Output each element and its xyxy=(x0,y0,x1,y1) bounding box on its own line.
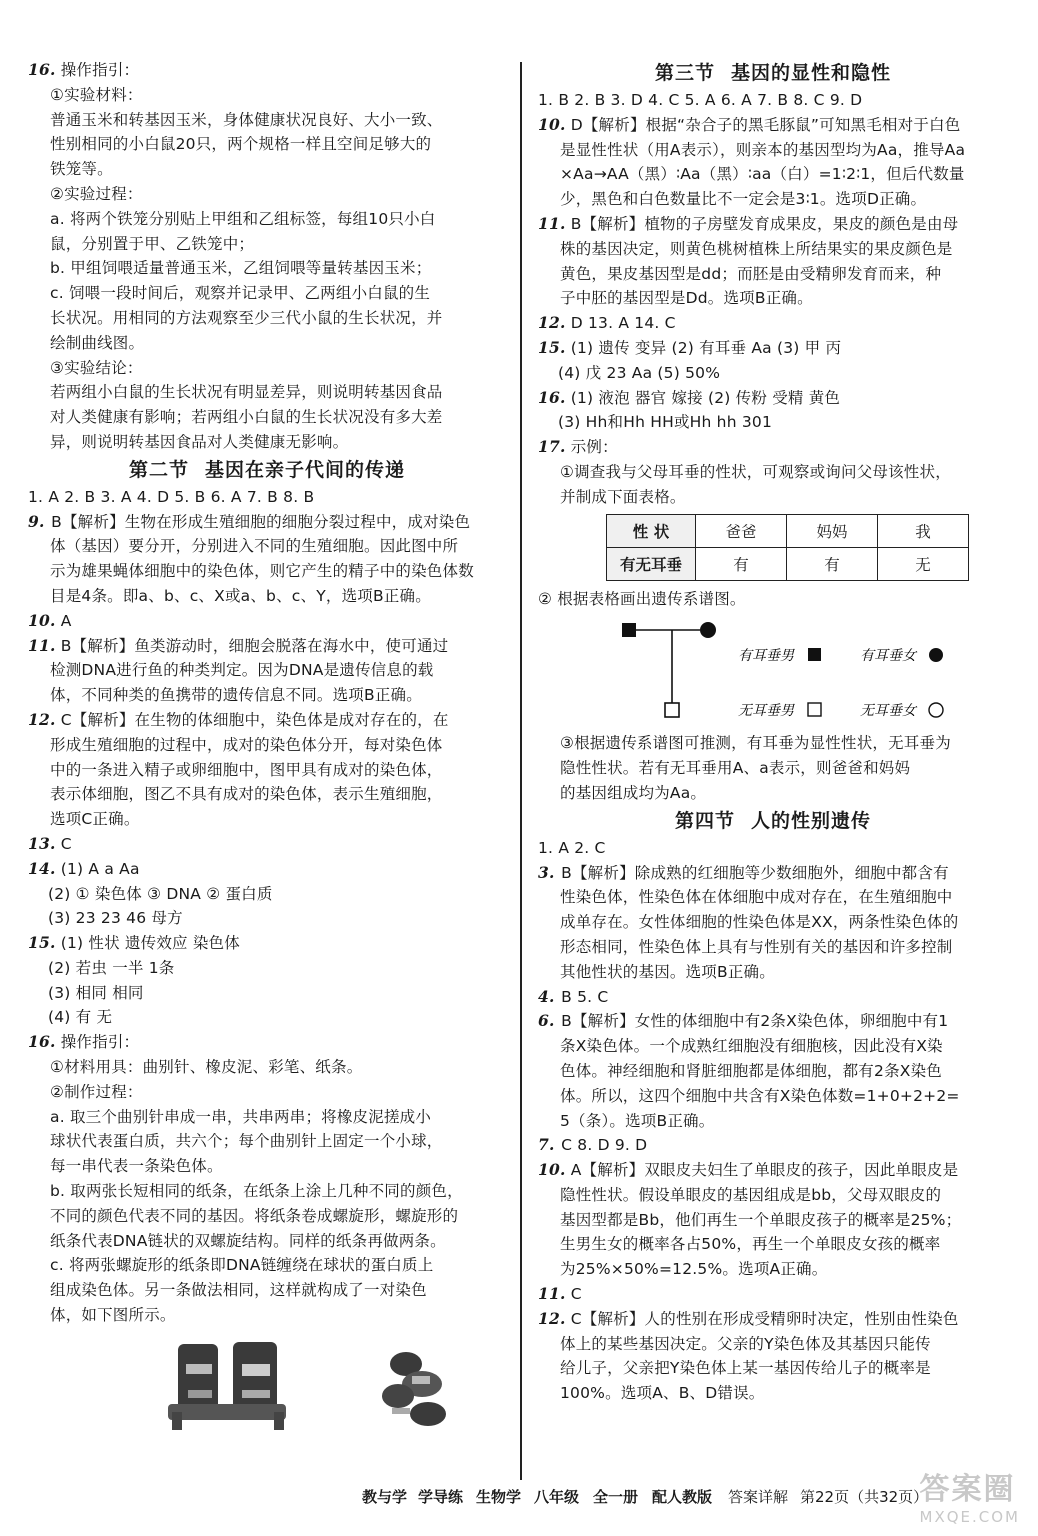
text-line xyxy=(28,1005,506,1030)
text-line xyxy=(538,1133,1008,1158)
line-text: 隐性性状。若有无耳垂用A、a表示，则爸爸和妈妈 xyxy=(560,759,911,778)
line-text: (2) 若虫 一半 1条 xyxy=(48,958,175,977)
line-text: (4) 戊 23 Aa (5) 50% xyxy=(558,363,721,382)
text-line xyxy=(28,1278,506,1303)
line-text: 1. A 2. B 3. A 4. D 5. B 6. A 7. B 8. B xyxy=(28,487,315,506)
text-line xyxy=(538,1084,1008,1109)
text-line xyxy=(538,1381,1008,1406)
model-photo-left xyxy=(168,1342,286,1430)
text-line xyxy=(538,781,1008,806)
line-text: 体。所以，这四个细胞中共含有X染色体数=1+0+2+2= xyxy=(560,1086,960,1105)
text-line xyxy=(538,1183,1008,1208)
line-text: 黄色，果皮基因型是dd；而胚是由受精卵发育而来，种 xyxy=(560,264,942,283)
question-number: 3. xyxy=(538,862,555,882)
text-line xyxy=(538,237,1008,262)
line-text: ①调查我与父母耳垂的性状，可观察或询问父母该性状， xyxy=(560,462,951,481)
table-cell: 有 xyxy=(696,547,787,580)
line-text: 形成生殖细胞的过程中，成对的染色体分开，每对染色体 xyxy=(50,735,443,754)
line-text: B【解析】生物在形成生殖细胞的细胞分裂过程中，成对染色 xyxy=(51,512,471,531)
line-text: 生男生女的概率各占50%，再生一个单眼皮女孩的概率 xyxy=(560,1235,941,1254)
line-text: 组成染色体。另一条做法相同，这样就构成了一对染色 xyxy=(50,1281,427,1300)
text-line xyxy=(538,1332,1008,1357)
question-number: 15. xyxy=(538,337,566,357)
legend-female-with: 有耳垂女 xyxy=(860,648,916,665)
text-line xyxy=(28,306,506,331)
text-line xyxy=(538,361,1008,386)
text-line xyxy=(28,1204,506,1229)
text-line xyxy=(538,311,1008,336)
line-text: 普通玉米和转基因玉米，身体健康状况良好、大小一致、 xyxy=(50,110,443,129)
question-number: 7. xyxy=(538,1135,555,1155)
line-text: 体，如下图所示。 xyxy=(50,1306,176,1325)
line-text: c. 将两张螺旋形的纸条即DNA链缠绕在球状的蛋白质上 xyxy=(50,1256,434,1275)
table-row xyxy=(607,547,969,580)
line-text: C 8. D 9. D xyxy=(561,1136,648,1155)
line-text: 检测DNA进行鱼的种类判定。因为DNA是遗传信息的载 xyxy=(50,661,434,680)
text-line xyxy=(538,386,1008,411)
table-cell: 性 状 xyxy=(607,514,696,547)
text-line xyxy=(538,88,1008,113)
line-text: 球状代表蛋白质，共六个；每个曲别针上固定一个小球， xyxy=(50,1132,443,1151)
text-line xyxy=(538,1059,1008,1084)
left-text xyxy=(28,58,506,1328)
question-number: 10. xyxy=(538,1160,566,1180)
line-text: b. 取两张长短相同的纸条，在纸条上涂上几种不同的颜色， xyxy=(50,1182,463,1201)
line-text: (1) A a Aa xyxy=(60,859,140,878)
line-text: D 13. A 14. C xyxy=(570,314,676,333)
father-symbol xyxy=(622,623,636,637)
line-text: 目是4条。即a、b、c、X或a、b、c、Y，选项B正确。 xyxy=(50,586,431,605)
line-text: 少，黑色和白色数量比不一定会是3∶1。选项D正确。 xyxy=(560,190,927,209)
question-number: 11. xyxy=(538,1284,566,1304)
question-number: 14. xyxy=(28,858,56,878)
child-symbol xyxy=(665,703,679,717)
text-line xyxy=(538,885,1008,910)
text-line xyxy=(28,157,506,182)
line-text: A xyxy=(60,611,72,630)
question-number: 12. xyxy=(538,1308,566,1328)
line-text: 100%。选项A、B、D错误。 xyxy=(560,1384,765,1403)
text-line xyxy=(538,262,1008,287)
line-text: 5（条）。选项B正确。 xyxy=(560,1111,715,1130)
line-text: 性染色体，性染色体在体细胞中成对存在，在生殖细胞中 xyxy=(560,888,953,907)
section-number: 第四节 xyxy=(674,809,735,832)
text-line xyxy=(28,782,506,807)
text-line xyxy=(538,836,1008,861)
text-line xyxy=(28,981,506,1006)
right-column xyxy=(538,58,1008,1406)
line-text: B【解析】女性的体细胞中有2条X染色体，卵细胞中有1 xyxy=(561,1012,949,1031)
question-number: 11. xyxy=(28,635,56,655)
section-title xyxy=(28,455,506,485)
line-text: (2) ① 染色体 ③ DNA ② 蛋白质 xyxy=(48,884,273,903)
text-line xyxy=(28,1030,506,1055)
footer-page: 第22页（共32页） xyxy=(800,1488,929,1506)
line-text: ③根据遗传系谱图可推测，有耳垂为显性性状，无耳垂为 xyxy=(560,734,951,753)
line-text: (3) 23 23 46 母方 xyxy=(48,909,183,928)
mother-symbol xyxy=(700,622,716,638)
pedigree-intro: ② 根据表格画出遗传系谱图。 xyxy=(538,589,746,608)
line-text: B 5. C xyxy=(561,987,609,1006)
line-text: 中的一条进入精子或卵细胞中，图甲具有成对的染色体， xyxy=(50,760,443,779)
question-number: 16. xyxy=(28,1032,56,1052)
text-line xyxy=(28,534,506,559)
line-text: 表示体细胞，图乙不具有成对的染色体，表示生殖细胞， xyxy=(50,785,443,804)
section-number: 第三节 xyxy=(654,62,715,84)
text-line xyxy=(538,1356,1008,1381)
left-column xyxy=(28,58,506,1444)
text-line xyxy=(28,182,506,207)
text-line xyxy=(28,559,506,584)
pedigree-diagram xyxy=(538,615,1008,727)
question-number: 10. xyxy=(28,610,56,630)
line-text: 每一串代表一条染色体。 xyxy=(50,1157,223,1176)
line-text: 操作指引： xyxy=(60,61,140,79)
text-line xyxy=(538,1307,1008,1332)
question-number: 16. xyxy=(28,60,56,79)
line-text: 若两组小白鼠的生长状况有明显差异，则说明转基因食品 xyxy=(50,383,443,402)
text-line xyxy=(28,832,506,857)
line-text: 1. A 2. C xyxy=(538,838,606,857)
text-line xyxy=(28,708,506,733)
right-text-bottom xyxy=(538,731,1008,1406)
line-text: 示为雄果蝇体细胞中的染色体，则它产生的精子中的染色体数 xyxy=(50,562,474,581)
question-number: 17. xyxy=(538,437,566,457)
text-line xyxy=(538,162,1008,187)
text-line xyxy=(28,584,506,609)
line-text: C【解析】在生物的体细胞中，染色体是成对存在的，在 xyxy=(60,710,449,729)
text-line xyxy=(538,212,1008,237)
line-text: ②实验过程： xyxy=(50,184,143,203)
line-text: a. 将两个铁笼分别贴上甲组和乙组标签，每组10只小白 xyxy=(50,209,436,228)
line-text: (1) 性状 遗传效应 染色体 xyxy=(60,934,240,953)
line-text: 不同的颜色代表不同的基因。将纸条卷成螺旋形，螺旋形的 xyxy=(50,1206,459,1225)
footer-brand: 教与学 xyxy=(362,1488,408,1506)
watermark xyxy=(920,1464,1021,1526)
line-text: 是显性性状（用A表示），则亲本的基因型均为Aa，推导Aa xyxy=(560,140,966,159)
footer-grade: 八年级 xyxy=(534,1488,580,1506)
text-line xyxy=(28,108,506,133)
text-line xyxy=(28,430,506,455)
model-photo-right xyxy=(382,1352,446,1426)
line-text: (1) 液泡 器官 嫁接 (2) 传粉 受精 黄色 xyxy=(570,388,841,407)
line-text: ①材料用具：曲别针、橡皮泥、彩笔、纸条。 xyxy=(50,1058,363,1077)
text-line xyxy=(538,1282,1008,1307)
text-line xyxy=(538,756,1008,781)
line-text: 子中胚的基因型是Dd。选项B正确。 xyxy=(560,289,813,308)
text-line xyxy=(28,1154,506,1179)
section-title xyxy=(538,806,1008,836)
question-number: 6. xyxy=(538,1011,555,1031)
line-text: b. 甲组饲喂适量普通玉米，乙组饲喂等量转基因玉米； xyxy=(50,259,432,278)
line-text: 性别相同的小白鼠20只，两个规格一样且空间足够大的 xyxy=(50,135,432,154)
text-line xyxy=(28,331,506,356)
line-text: 基因型都是Bb，他们再生一个单眼皮孩子的概率是25%； xyxy=(560,1210,962,1229)
line-text: ①实验材料： xyxy=(50,85,143,104)
line-text: 条X染色体。一个成熟红细胞没有细胞核，因此没有X染 xyxy=(560,1037,943,1056)
right-text-top xyxy=(538,58,1008,510)
line-text: C xyxy=(60,834,72,853)
line-text: 长状况。用相同的方法观察至少三代小鼠的生长状况，并 xyxy=(50,308,443,327)
line-text: 异，则说明转基因食品对人类健康无影响。 xyxy=(50,432,349,451)
text-line xyxy=(28,1303,506,1328)
text-line xyxy=(28,83,506,108)
text-line xyxy=(28,132,506,157)
line-text: C xyxy=(570,1285,582,1304)
text-line xyxy=(538,435,1008,460)
text-line xyxy=(28,1129,506,1154)
line-text: 色体。神经细胞和肾脏细胞都是体细胞，都有2条X染色 xyxy=(560,1061,942,1080)
question-number: 10. xyxy=(538,114,566,134)
line-text: c. 饲喂一段时间后，观察并记录甲、乙两组小白鼠的生 xyxy=(50,284,431,303)
line-text: 其他性状的基因。选项B正确。 xyxy=(560,962,775,981)
text-line xyxy=(538,410,1008,435)
line-text: 形态相同，性染色体上具有与性别有关的基因和许多控制 xyxy=(560,937,953,956)
line-text: 铁笼等。 xyxy=(50,160,113,179)
footer-edition: 配人教版 xyxy=(652,1488,713,1506)
table-cell: 爸爸 xyxy=(696,514,787,547)
question-number: 16. xyxy=(538,387,566,407)
text-line xyxy=(28,405,506,430)
section-name: 基因在亲子代间的传递 xyxy=(205,458,406,481)
text-line xyxy=(538,1009,1008,1034)
line-text: 为25%×50%=12.5%。选项A正确。 xyxy=(560,1260,828,1279)
text-line xyxy=(538,1208,1008,1233)
text-line xyxy=(28,758,506,783)
legend-male-without: 无耳垂男 xyxy=(738,703,794,720)
text-line xyxy=(28,683,506,708)
line-text: 体（基因）要分开，分别进入不同的生殖细胞。因此图中所 xyxy=(50,537,459,556)
text-line xyxy=(28,356,506,381)
line-text: 鼠，分别置于甲、乙铁笼中； xyxy=(50,234,255,253)
text-line xyxy=(28,207,506,232)
text-line xyxy=(28,733,506,758)
line-text: a. 取三个曲别针串成一串，共串两串；将橡皮泥搓成小 xyxy=(50,1107,432,1126)
line-text: 的基因组成均为Aa。 xyxy=(560,783,707,802)
line-text: 纸条代表DNA链状的双螺旋结构。同样的纸条再做两条。 xyxy=(50,1231,446,1250)
line-text: 隐性性状。假设单眼皮的基因组成是bb，父母双眼皮的 xyxy=(560,1185,942,1204)
legend-male-with: 有耳垂男 xyxy=(738,648,794,665)
footer-label: 答案详解 xyxy=(728,1488,789,1506)
text-line xyxy=(28,956,506,981)
line-text: 对人类健康有影响；若两组小白鼠的生长状况没有多大差 xyxy=(50,408,443,427)
question-number: 9. xyxy=(28,511,45,531)
text-line xyxy=(538,1158,1008,1183)
footer-series: 学导练 xyxy=(418,1488,464,1506)
line-text: (3) Hh和Hh HH或Hh hh 301 xyxy=(558,413,773,432)
line-text: B【解析】植物的子房壁发育成果皮，果皮的颜色是由母 xyxy=(570,214,959,233)
table-cell: 有 xyxy=(787,547,878,580)
text-line xyxy=(538,286,1008,311)
text-line xyxy=(538,460,1008,485)
footer-volume: 全一册 xyxy=(593,1488,639,1506)
section-name: 基因的显性和隐性 xyxy=(731,62,892,84)
question-number: 11. xyxy=(538,213,566,233)
line-text: 示例： xyxy=(570,438,618,457)
text-line xyxy=(538,731,1008,756)
text-line xyxy=(28,1105,506,1130)
line-text: B【解析】除成熟的红细胞等少数细胞外，细胞中都含有 xyxy=(561,863,949,882)
pedigree-chart xyxy=(538,615,1008,727)
text-line xyxy=(28,485,506,510)
section-title xyxy=(538,58,1008,88)
section-number: 第二节 xyxy=(128,458,189,481)
text-line xyxy=(28,232,506,257)
text-line xyxy=(538,1232,1008,1257)
line-text: 1. B 2. B 3. D 4. C 5. A 6. A 7. B 8. C 9. D xyxy=(538,91,863,109)
line-text: D【解析】根据“杂合子的黑毛豚鼠”可知黑毛相对于白色 xyxy=(570,115,961,134)
table-header-row xyxy=(607,514,969,547)
text-line xyxy=(28,1229,506,1254)
line-text: ②制作过程： xyxy=(50,1082,143,1101)
text-line xyxy=(538,485,1008,510)
text-line xyxy=(28,256,506,281)
line-text: B【解析】鱼类游动时，细胞会脱落在海水中，使可通过 xyxy=(60,636,449,655)
table-cell: 有无耳垂 xyxy=(607,547,696,580)
text-line xyxy=(28,1055,506,1080)
text-line xyxy=(28,807,506,832)
question-number: 12. xyxy=(28,709,56,729)
question-number: 12. xyxy=(538,313,566,333)
text-line xyxy=(28,1253,506,1278)
text-line xyxy=(28,58,506,83)
text-line xyxy=(28,281,506,306)
text-line xyxy=(538,138,1008,163)
table-cell: 妈妈 xyxy=(787,514,878,547)
text-line xyxy=(538,187,1008,212)
line-text: 体上的某些基因决定。父亲的Y染色体及其基因只能传 xyxy=(560,1334,931,1353)
footer-subject: 生物学 xyxy=(476,1488,522,1506)
line-text: 操作指引： xyxy=(60,1033,140,1052)
line-text: 选项C正确。 xyxy=(50,810,140,829)
text-line xyxy=(28,634,506,659)
text-line xyxy=(538,1257,1008,1282)
column-divider xyxy=(520,62,522,1480)
line-text: C【解析】人的性别在形成受精卵时决定，性别由性染色 xyxy=(570,1309,959,1328)
text-line xyxy=(28,380,506,405)
ear-trait-table xyxy=(606,514,969,581)
text-line xyxy=(28,1080,506,1105)
line-text: A【解析】双眼皮夫妇生了单眼皮的孩子，因此单眼皮是 xyxy=(570,1161,959,1180)
text-line xyxy=(28,906,506,931)
line-text: 给儿子，父亲把Y染色体上某一基因传给儿子的概率是 xyxy=(560,1359,931,1378)
text-line xyxy=(28,658,506,683)
text-line xyxy=(28,857,506,882)
table-cell: 无 xyxy=(878,547,969,580)
line-text: 株的基因决定，则黄色桃树植株上所结果实的果皮颜色是 xyxy=(560,239,953,258)
legend-female-without: 无耳垂女 xyxy=(860,703,916,720)
text-line xyxy=(538,861,1008,886)
line-text: 成单存在。女性体细胞的性染色体是XX，两条性染色体的 xyxy=(560,913,959,932)
section-name: 人的性别遗传 xyxy=(751,809,872,832)
text-line xyxy=(538,336,1008,361)
question-number: 15. xyxy=(28,933,56,953)
text-line xyxy=(28,931,506,956)
text-line xyxy=(538,1109,1008,1134)
line-text: ×Aa→AA（黑）∶Aa（黑）∶aa（白）=1∶2∶1，但后代数量 xyxy=(560,165,965,184)
page-footer xyxy=(0,1486,1038,1518)
text-line xyxy=(28,1179,506,1204)
line-text: 并制成下面表格。 xyxy=(560,487,686,506)
line-text: ③实验结论： xyxy=(50,358,143,377)
question-number: 4. xyxy=(538,986,555,1006)
chromosome-model-photos xyxy=(28,1334,506,1444)
line-text: (1) 遗传 变异 (2) 有耳垂 Aa (3) 甲 丙 xyxy=(570,338,842,357)
line-text: (3) 相同 相同 xyxy=(48,983,144,1002)
text-line xyxy=(538,113,1008,138)
text-line xyxy=(28,882,506,907)
question-number: 13. xyxy=(28,833,56,853)
line-text: 绘制曲线图。 xyxy=(50,333,145,352)
watermark-url: MXQE.COM xyxy=(919,1508,1020,1526)
text-line xyxy=(538,910,1008,935)
text-line xyxy=(28,609,506,634)
text-line xyxy=(28,510,506,535)
text-line xyxy=(538,935,1008,960)
line-text: (4) 有 无 xyxy=(48,1008,113,1027)
text-line xyxy=(538,960,1008,985)
table-cell: 我 xyxy=(878,514,969,547)
text-line xyxy=(538,1034,1008,1059)
watermark-logo: 答案圈 xyxy=(919,1472,1016,1507)
text-line xyxy=(538,985,1008,1010)
line-text: 体，不同种类的鱼携带的遗传信息不同。选项B正确。 xyxy=(50,686,422,705)
model-photo-illustration xyxy=(28,1334,488,1444)
